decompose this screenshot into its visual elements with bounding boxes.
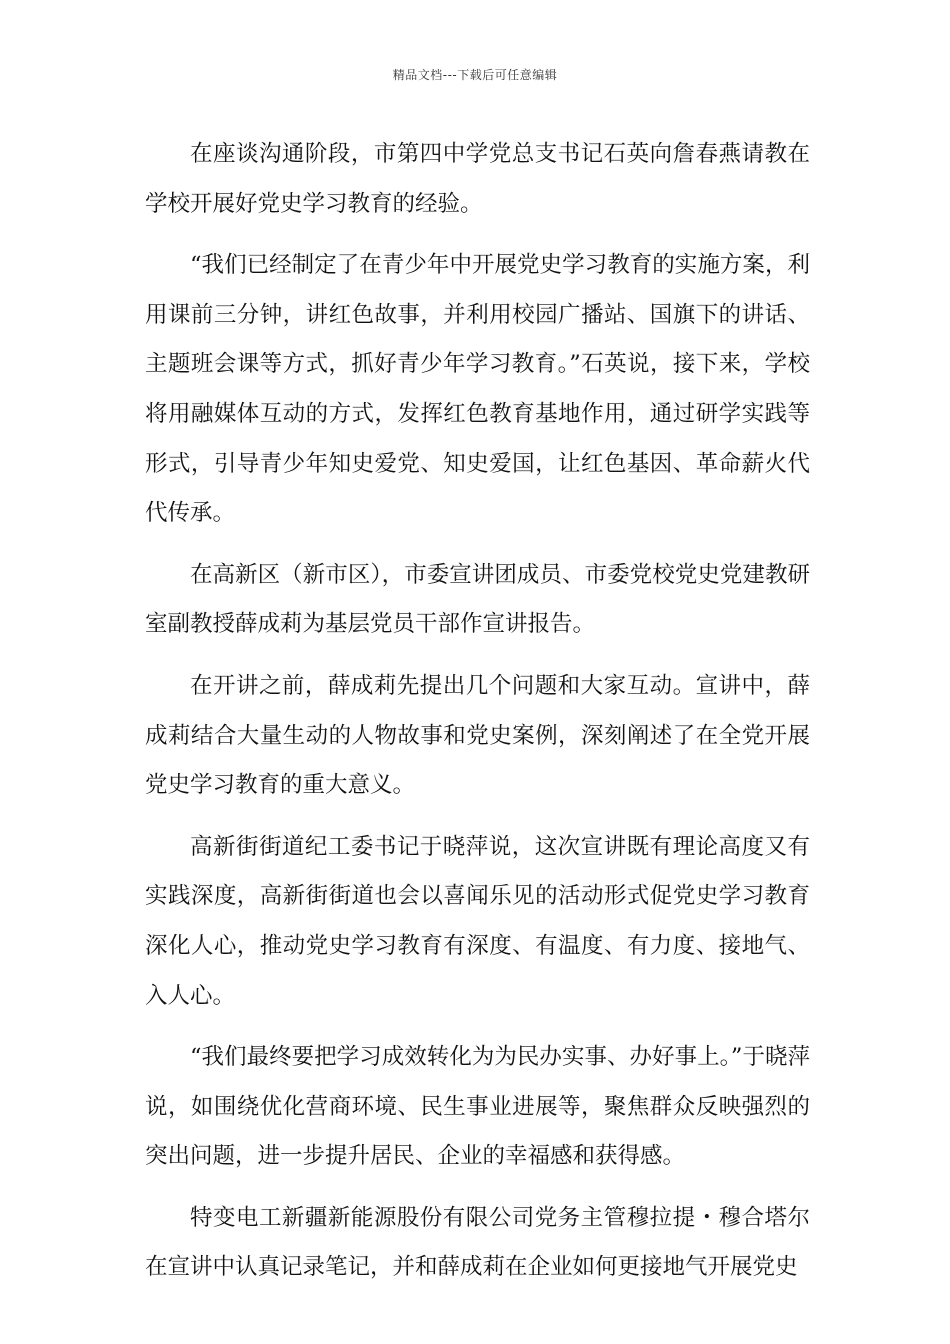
paragraph: 在高新区（新市区），市委宣讲团成员、市委党校党史党建教研室副教授薛成莉为基层党员干部作宣讲报告。 — [145, 561, 810, 638]
paragraph: 在开讲之前，薛成莉先提出几个问题和大家互动。宣讲中，薛成莉结合大量生动的人物故事和党史案例，深刻阐述了在全党开展党史学习教育的重大意义。 — [145, 672, 810, 799]
paragraph: “我们最终要把学习成效转化为为民办实事、办好事上。”于晓萍说，如围绕优化营商环境、民生事业进展等，聚焦群众反映强烈的突出问题，进一步提升居民、企业的幸福感和获得感。 — [145, 1044, 810, 1170]
paragraph: 在座谈沟通阶段，市第四中学党总支书记石英向詹春燕请教在学校开展好党史学习教育的经验。 — [145, 141, 810, 217]
document-body — [145, 130, 810, 1305]
paragraph: 高新街街道纪工委书记于晓萍说，这次宣讲既有理论高度又有实践深度，高新街街道也会以喜闻乐见的活动形式促党史学习教育深化人心，推动党史学习教育有深度、有温度、有力度、接地气、入人心。 — [145, 833, 810, 1009]
paragraph: “我们已经制定了在青少年中开展党史学习教育的实施方案，利用课前三分钟，讲红色故事，并利用校园广播站、国旗下的讲话、主题班会课等方式，抓好青少年学习教育。”石英说，接下来，学校将用融媒体互动的方式，发挥红色教育基地作用，通过研学实践等形式，引导青少年知史爱党、知史爱国，让红色基因、革命薪火代代传承。 — [145, 252, 810, 527]
paragraph: 特变电工新疆新能源股份有限公司党务主管穆拉提・穆合塔尔在宣讲中认真记录笔记，并和薛成莉在企业如何更接地气开展党史 — [145, 1204, 810, 1281]
page-header: 精品文档---下载后可任意编辑 — [392, 68, 558, 82]
